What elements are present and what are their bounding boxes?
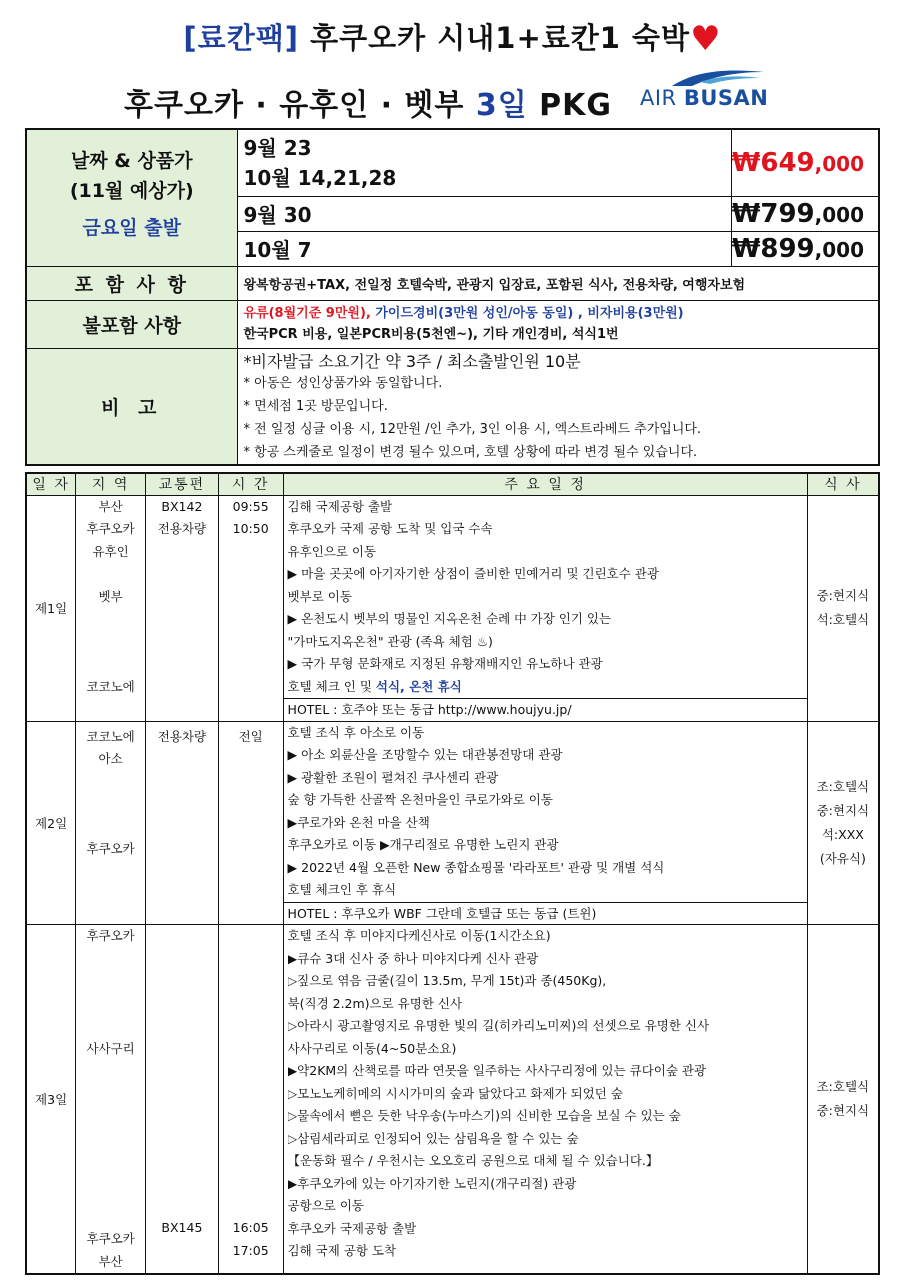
day2-transport xyxy=(146,721,219,925)
excluded-text xyxy=(237,300,879,348)
header-itinerary: 주 요 일 정 xyxy=(283,473,807,495)
date-label-line3: 금요일 출발 xyxy=(82,216,181,239)
region: 부산 xyxy=(98,498,123,514)
price-row-3-main: ₩899 xyxy=(731,233,815,264)
itinerary-item: ▶ 아소 외륜산을 조망할수 있는 대관봉전망대 관광 xyxy=(287,747,563,762)
time: 16:05 xyxy=(232,1220,269,1235)
itinerary-item: "가마도지옥온천" 관광 (족욕 체험 ♨) xyxy=(287,633,493,649)
time: 10:50 xyxy=(232,521,269,536)
checkin-text: 호텔 체크 인 및 xyxy=(287,678,376,694)
header-transport: 교통편 xyxy=(146,473,219,495)
day3-transport xyxy=(146,925,219,1275)
region: 후쿠오카 xyxy=(86,928,135,943)
title-tag: [료칸팩] xyxy=(183,21,299,55)
itinerary-item: 호텔 체크인 후 휴식 xyxy=(287,882,397,897)
itinerary-item: ▷모노노케히메의 시시가미의 숲과 닮았다고 화제가 되었던 숲 xyxy=(287,1085,623,1101)
date-label-line2: (11월 예상가) xyxy=(69,179,194,202)
region: 부산 xyxy=(98,1253,123,1269)
meal: (자유식) xyxy=(819,850,866,866)
header-date: 일 자 xyxy=(26,473,76,495)
itinerary-item xyxy=(284,676,807,699)
excluded-fuel: 유류(8월기준 9만원), xyxy=(243,306,376,321)
remark-line: * 전 일정 싱글 이용 시, 12만원 /인 추가, 3인 이용 시, 엑스트라베드 추가입니다. xyxy=(243,421,702,437)
title-text: 후쿠오카 시내1+료칸1 숙박 xyxy=(298,21,691,55)
price-row-1-main: ₩649 xyxy=(731,147,815,178)
price-row-1 xyxy=(731,129,879,196)
day2-itinerary xyxy=(283,721,807,925)
transport: BX142 xyxy=(161,498,203,514)
region xyxy=(76,793,145,816)
meal: 조:호텔식 xyxy=(816,778,870,794)
airline-name-a: AIR xyxy=(640,86,684,110)
page-subtitle xyxy=(124,80,612,124)
meal: 조:호텔식 xyxy=(816,1079,870,1094)
schedule-header xyxy=(26,473,879,495)
region: 유후인 xyxy=(92,543,129,559)
itinerary-item: 북(직경 2.2m)으로 유명한 신사 xyxy=(287,995,463,1011)
region xyxy=(76,771,145,794)
region xyxy=(76,608,145,631)
meal: 중:현지식 xyxy=(816,802,870,818)
heart-icon: ♥ xyxy=(690,19,722,59)
day3-times xyxy=(218,925,283,1275)
day1-times xyxy=(218,495,283,721)
excluded-label: 불포함 사항 xyxy=(26,300,237,348)
day2-meals xyxy=(807,721,879,925)
header-time: 시 간 xyxy=(218,473,283,495)
info-table xyxy=(25,128,880,466)
meal: 석:호텔식 xyxy=(816,612,870,627)
itinerary-item: 【운동화 필수 / 우천시는 오오호리 공원으로 대체 될 수 있습니다.】 xyxy=(287,1153,659,1168)
price-row-1-small: ,000 xyxy=(814,151,864,176)
region: 사사구리 xyxy=(86,1040,135,1056)
day1-meals xyxy=(807,495,879,721)
airline-name-b: BUSAN xyxy=(683,86,769,110)
itinerary-item: 유후인으로 이동 xyxy=(287,543,377,559)
page-title xyxy=(0,16,905,59)
price-row-3 xyxy=(731,231,879,266)
checkin-highlight: 석식, 온천 휴식 xyxy=(375,678,462,694)
itinerary-item: 사사구리로 이동(4~50분소요) xyxy=(287,1040,457,1056)
itinerary-item: 김해 국제공항 출발 xyxy=(287,498,393,514)
meal: 중:현지식 xyxy=(816,1103,870,1118)
date-row-1 xyxy=(237,129,731,196)
itinerary-item: 김해 국제 공항 도착 xyxy=(287,1243,397,1258)
day1-row xyxy=(26,495,879,721)
region xyxy=(76,816,145,839)
wing-icon xyxy=(670,66,766,88)
day3-row xyxy=(26,925,879,1275)
itinerary-item: ▷삼림세라피로 인정되어 있는 삼림욕을 할 수 있는 숲 xyxy=(287,1130,579,1146)
remark-main: *비자발급 소요기간 약 3주 / 최소출발인원 10분 xyxy=(243,351,581,371)
itinerary-item: ▶약2KM의 산책로를 따라 연못을 일주하는 사사구리정에 있는 큐다이숲 관광 xyxy=(287,1063,707,1078)
day2-label: 제2일 xyxy=(26,721,76,925)
itinerary-item: 후쿠오카 국제공항 출발 xyxy=(287,1220,417,1236)
date-row-2: 9월 30 xyxy=(237,196,731,231)
day2-times xyxy=(218,721,283,925)
date-price-label xyxy=(26,129,237,266)
day3-label: 제3일 xyxy=(26,925,76,1275)
region xyxy=(76,653,145,676)
itinerary-item: ▶ 광활한 조원이 펼쳐진 쿠사센리 관광 xyxy=(287,769,499,785)
day2-row xyxy=(26,721,879,925)
price-row-3-small: ,000 xyxy=(814,237,864,262)
transport: 전용차량 xyxy=(157,521,207,536)
airline-name xyxy=(640,86,768,110)
day1-itinerary xyxy=(283,495,807,721)
included-label: 포 함 사 항 xyxy=(26,266,237,300)
region: 코코노에 xyxy=(86,678,135,694)
itinerary-item: 호텔 조식 후 미야지다케신사로 이동(1시간소요) xyxy=(287,928,551,943)
transport: 전용차량 xyxy=(157,728,207,744)
subtitle-days: 3일 xyxy=(475,88,528,123)
day1-transport xyxy=(146,495,219,721)
included-text: 왕복항공권+TAX, 전일정 호텔숙박, 관광지 입장료, 포함된 식사, 전용차량, 여행자보험 xyxy=(237,266,879,300)
day2-regions xyxy=(76,721,146,925)
itinerary-item: ▶쿠로가와 온천 마을 산책 xyxy=(287,814,430,830)
day3-meals xyxy=(807,925,879,1275)
itinerary-item: ▶후쿠오카에 있는 아기자기한 노린지(개구리절) 관광 xyxy=(287,1175,577,1191)
itinerary-item: ▷물속에서 뻗은 듯한 낙우송(누마스기)의 신비한 모습을 보실 수 있는 숲 xyxy=(287,1108,681,1123)
region xyxy=(76,631,145,654)
header-meal: 식 사 xyxy=(807,473,879,495)
itinerary-item: ▷아라시 광고촬영지로 유명한 빛의 길(히카리노미찌)의 선셋으로 유명한 신사 xyxy=(287,1018,710,1033)
excluded-guide-visa: 가이드경비(3만원 성인/아동 동일) , 비자비용(3만원) xyxy=(375,306,684,321)
itinerary-item: ▷짚으로 엮음 금줄(길이 13.5m, 무게 15t)과 종(450Kg), xyxy=(287,973,607,988)
excluded-other: 한국PCR 비용, 일본PCR비용(5천엔~), 기타 개인경비, 석식1번 xyxy=(243,327,619,342)
day3-regions xyxy=(76,925,146,1275)
itinerary-item: ▶ 온천도시 벳부의 명물인 지옥온천 순례 中 가장 인기 있는 xyxy=(287,611,612,626)
region: 코코노에 xyxy=(86,728,135,744)
day1-regions xyxy=(76,495,146,721)
region: 아소 xyxy=(98,751,123,766)
time: 09:55 xyxy=(232,498,269,514)
remark-label: 비 고 xyxy=(26,348,237,465)
itinerary-item: 후쿠오카로 이동 ▶개구리절로 유명한 노린지 관광 xyxy=(287,837,559,852)
region: 후쿠오카 xyxy=(86,521,135,536)
meal: 석:XXX xyxy=(821,826,864,842)
region: 벳부 xyxy=(98,588,123,604)
itinerary-item: 숲 향 가득한 산골짝 온천마을인 쿠로가와로 이동 xyxy=(287,792,553,807)
price-row-2-small: ,000 xyxy=(814,202,864,227)
remark-line: * 면세점 1곳 방문입니다. xyxy=(243,398,388,414)
date-row-1-line2: 10월 14,21,28 xyxy=(243,165,397,190)
itinerary-item: ▶ 2022년 4월 오픈한 New 종합쇼핑몰 '라라포트' 관광 및 개별 석식 xyxy=(287,859,665,875)
price-row-2 xyxy=(731,196,879,231)
itinerary-item: 호텔 조식 후 아소로 이동 xyxy=(287,724,425,740)
itinerary-item: ▶ 국가 무형 문화재로 지정된 유황재배지인 유노하나 관광 xyxy=(287,656,603,671)
date-row-3: 10월 7 xyxy=(237,231,731,266)
itinerary-item: ▶큐슈 3대 신사 중 하나 미야지다케 신사 관광 xyxy=(287,950,539,966)
hotel-info: HOTEL : 후쿠오카 WBF 그란데 호텔급 또는 동급 (트윈) xyxy=(284,902,807,925)
subtitle-pkg: PKG xyxy=(527,88,613,123)
subtitle-route: 후쿠오카 · 유후인 · 벳부 xyxy=(124,88,476,123)
time: 전일 xyxy=(238,728,263,744)
transport: BX145 xyxy=(161,1220,203,1235)
remark-line: * 아동은 성인상품가와 동일합니다. xyxy=(243,375,443,391)
date-row-1-line1: 9월 23 xyxy=(243,135,312,160)
schedule-table xyxy=(25,472,880,1275)
time: 17:05 xyxy=(232,1242,269,1258)
itinerary-item: ▶ 마을 곳곳에 아기자기한 상점이 즐비한 민예거리 및 긴린호수 관광 xyxy=(287,566,659,581)
remark-text xyxy=(237,348,879,465)
region: 후쿠오카 xyxy=(86,1231,135,1246)
itinerary-item: 공항으로 이동 xyxy=(287,1198,364,1213)
header-region: 지 역 xyxy=(76,473,146,495)
itinerary-item: 벳부로 이동 xyxy=(287,588,352,604)
meal: 중:현지식 xyxy=(816,588,870,603)
hotel-info: HOTEL : 호주야 또는 동급 http://www.houjyu.jp/ xyxy=(284,698,807,721)
price-row-2-main: ₩799 xyxy=(731,198,815,229)
date-label-line1: 날짜 & 상품가 xyxy=(70,149,193,172)
day1-label: 제1일 xyxy=(26,495,76,721)
remark-line: * 항공 스케줄로 일정이 변경 될수 있으며, 호텔 상황에 따라 변경 될수 있습니다. xyxy=(243,444,698,460)
region xyxy=(76,563,145,586)
day3-itinerary xyxy=(283,925,807,1275)
itinerary-item: 후쿠오카 국제 공항 도착 및 입국 수속 xyxy=(287,521,493,536)
airline-logo xyxy=(640,66,770,114)
region: 후쿠오카 xyxy=(86,841,135,856)
